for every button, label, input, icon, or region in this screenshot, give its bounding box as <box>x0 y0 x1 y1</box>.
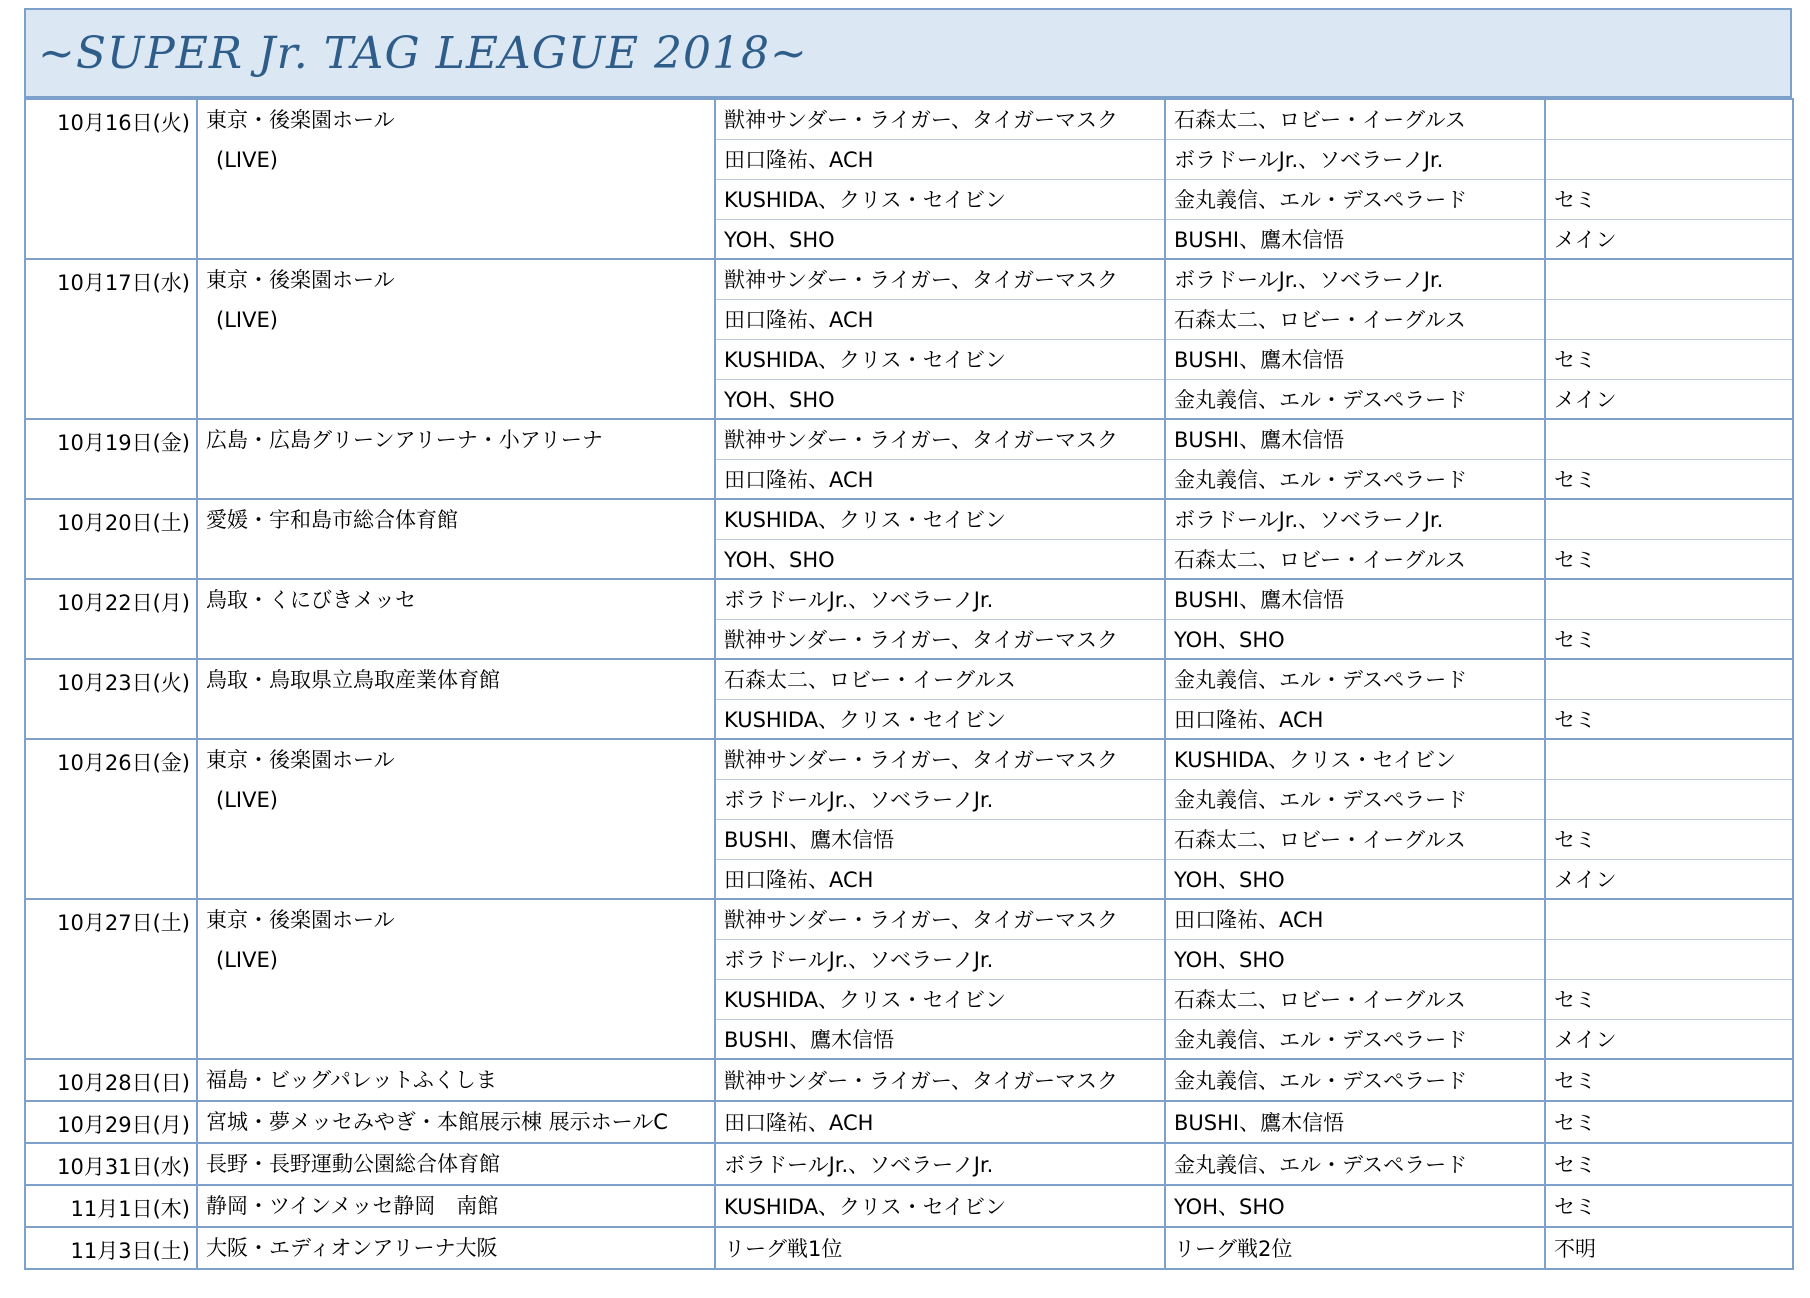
team-a: ボラドールJr.、ソベラーノJr. <box>715 779 1165 819</box>
team-a: 獣神サンダー・ライガー、タイガーマスク <box>715 99 1165 139</box>
match-slot: セミ <box>1545 619 1793 659</box>
team-a: 獣神サンダー・ライガー、タイガーマスク <box>715 739 1165 779</box>
team-b: 石森太二、ロビー・イーグルス <box>1165 979 1545 1019</box>
event-venue <box>197 1227 715 1269</box>
table-row <box>25 659 1793 699</box>
venue-note: (LIVE) <box>216 788 278 812</box>
match-slot: メイン <box>1545 859 1793 899</box>
venue-name: 静岡・ツインメッセ静岡 南館 <box>206 1194 499 1218</box>
match-slot: セミ <box>1545 539 1793 579</box>
team-b: 金丸義信、エル・デスペラード <box>1165 379 1545 419</box>
event-venue <box>197 739 715 899</box>
team-b: 石森太二、ロビー・イーグルス <box>1165 299 1545 339</box>
team-b: BUSHI、鷹木信悟 <box>1165 1101 1545 1143</box>
venue-name: 大阪・エディオンアリーナ大阪 <box>206 1236 498 1260</box>
table-row <box>25 1185 1793 1227</box>
event-venue <box>197 579 715 659</box>
team-a: 田口隆祐、ACH <box>715 299 1165 339</box>
event-date: 10月19日(金) <box>25 419 197 499</box>
event-date: 10月27日(土) <box>25 899 197 1059</box>
event-venue <box>197 1059 715 1101</box>
event-venue <box>197 259 715 419</box>
table-row <box>25 259 1793 299</box>
team-b: KUSHIDA、クリス・セイビン <box>1165 739 1545 779</box>
schedule-sheet <box>24 8 1792 1270</box>
match-slot <box>1545 139 1793 179</box>
match-slot <box>1545 899 1793 939</box>
team-b: 金丸義信、エル・デスペラード <box>1165 779 1545 819</box>
team-a: KUSHIDA、クリス・セイビン <box>715 1185 1165 1227</box>
team-b: ボラドールJr.、ソベラーノJr. <box>1165 259 1545 299</box>
schedule-body <box>25 99 1793 1269</box>
team-b: BUSHI、鷹木信悟 <box>1165 419 1545 459</box>
team-b: 田口隆祐、ACH <box>1165 899 1545 939</box>
match-slot: セミ <box>1545 1185 1793 1227</box>
team-b: YOH、SHO <box>1165 939 1545 979</box>
venue-name: 長野・長野運動公園総合体育館 <box>206 1152 500 1176</box>
team-b: ボラドールJr.、ソベラーノJr. <box>1165 499 1545 539</box>
event-venue <box>197 1101 715 1143</box>
team-b: YOH、SHO <box>1165 619 1545 659</box>
event-date: 11月3日(土) <box>25 1227 197 1269</box>
venue-name: 東京・後楽園ホール <box>206 748 395 772</box>
table-row <box>25 579 1793 619</box>
match-slot: セミ <box>1545 1143 1793 1185</box>
venue-name: 東京・後楽園ホール <box>206 108 395 132</box>
team-a: 獣神サンダー・ライガー、タイガーマスク <box>715 619 1165 659</box>
event-venue <box>197 899 715 1059</box>
team-b: 金丸義信、エル・デスペラード <box>1165 179 1545 219</box>
team-b: 金丸義信、エル・デスペラード <box>1165 1019 1545 1059</box>
team-a: KUSHIDA、クリス・セイビン <box>715 339 1165 379</box>
venue-note: (LIVE) <box>216 948 278 972</box>
team-a: KUSHIDA、クリス・セイビン <box>715 499 1165 539</box>
team-a: ボラドールJr.、ソベラーノJr. <box>715 1143 1165 1185</box>
team-a: ボラドールJr.、ソベラーノJr. <box>715 579 1165 619</box>
event-date: 10月16日(火) <box>25 99 197 259</box>
table-row <box>25 419 1793 459</box>
table-row <box>25 1143 1793 1185</box>
table-row <box>25 1227 1793 1269</box>
match-slot: メイン <box>1545 379 1793 419</box>
team-a: BUSHI、鷹木信悟 <box>715 819 1165 859</box>
match-slot <box>1545 659 1793 699</box>
team-a: YOH、SHO <box>715 379 1165 419</box>
venue-name: 東京・後楽園ホール <box>206 268 395 292</box>
team-b: 金丸義信、エル・デスペラード <box>1165 1143 1545 1185</box>
event-date: 10月29日(月) <box>25 1101 197 1143</box>
table-row <box>25 899 1793 939</box>
team-a: KUSHIDA、クリス・セイビン <box>715 179 1165 219</box>
event-venue <box>197 499 715 579</box>
event-date: 10月22日(月) <box>25 579 197 659</box>
team-a: YOH、SHO <box>715 219 1165 259</box>
event-date: 10月23日(火) <box>25 659 197 739</box>
match-slot <box>1545 579 1793 619</box>
team-b: YOH、SHO <box>1165 859 1545 899</box>
match-slot <box>1545 259 1793 299</box>
team-a: 田口隆祐、ACH <box>715 859 1165 899</box>
table-row <box>25 1059 1793 1101</box>
event-venue <box>197 1185 715 1227</box>
event-venue <box>197 419 715 499</box>
match-slot: メイン <box>1545 219 1793 259</box>
table-row <box>25 739 1793 779</box>
match-slot: セミ <box>1545 459 1793 499</box>
match-slot <box>1545 499 1793 539</box>
match-slot: セミ <box>1545 699 1793 739</box>
venue-note: (LIVE) <box>216 308 278 332</box>
table-row <box>25 99 1793 139</box>
match-slot: セミ <box>1545 1101 1793 1143</box>
team-b: BUSHI、鷹木信悟 <box>1165 579 1545 619</box>
team-b: 金丸義信、エル・デスペラード <box>1165 659 1545 699</box>
match-slot <box>1545 419 1793 459</box>
venue-name: 広島・広島グリーンアリーナ・小アリーナ <box>206 428 603 452</box>
match-slot: セミ <box>1545 1059 1793 1101</box>
event-venue <box>197 659 715 739</box>
team-b: 石森太二、ロビー・イーグルス <box>1165 819 1545 859</box>
match-slot <box>1545 299 1793 339</box>
event-date: 10月26日(金) <box>25 739 197 899</box>
venue-name: 愛媛・宇和島市総合体育館 <box>206 508 458 532</box>
venue-name: 鳥取・鳥取県立鳥取産業体育館 <box>206 668 500 692</box>
match-slot: セミ <box>1545 179 1793 219</box>
match-slot <box>1545 99 1793 139</box>
title-bar <box>24 8 1792 98</box>
team-b: ボラドールJr.、ソベラーノJr. <box>1165 139 1545 179</box>
team-b: リーグ戦2位 <box>1165 1227 1545 1269</box>
team-a: 田口隆祐、ACH <box>715 1101 1165 1143</box>
team-b: 石森太二、ロビー・イーグルス <box>1165 99 1545 139</box>
team-b: 金丸義信、エル・デスペラード <box>1165 459 1545 499</box>
match-slot <box>1545 739 1793 779</box>
team-a: 獣神サンダー・ライガー、タイガーマスク <box>715 259 1165 299</box>
team-b: 金丸義信、エル・デスペラード <box>1165 1059 1545 1101</box>
team-a: YOH、SHO <box>715 539 1165 579</box>
match-slot: セミ <box>1545 819 1793 859</box>
team-b: BUSHI、鷹木信悟 <box>1165 339 1545 379</box>
venue-note: (LIVE) <box>216 148 278 172</box>
match-slot <box>1545 779 1793 819</box>
team-a: 田口隆祐、ACH <box>715 459 1165 499</box>
event-venue <box>197 99 715 259</box>
event-date: 11月1日(木) <box>25 1185 197 1227</box>
match-slot: 不明 <box>1545 1227 1793 1269</box>
schedule-table <box>24 98 1794 1270</box>
event-date: 10月17日(水) <box>25 259 197 419</box>
team-a: リーグ戦1位 <box>715 1227 1165 1269</box>
team-a: 獣神サンダー・ライガー、タイガーマスク <box>715 419 1165 459</box>
table-row <box>25 1101 1793 1143</box>
team-a: 獣神サンダー・ライガー、タイガーマスク <box>715 1059 1165 1101</box>
team-a: 石森太二、ロビー・イーグルス <box>715 659 1165 699</box>
team-a: 田口隆祐、ACH <box>715 139 1165 179</box>
event-venue <box>197 1143 715 1185</box>
match-slot: セミ <box>1545 339 1793 379</box>
team-a: KUSHIDA、クリス・セイビン <box>715 979 1165 1019</box>
team-a: ボラドールJr.、ソベラーノJr. <box>715 939 1165 979</box>
page-title: ~SUPER Jr. TAG LEAGUE 2018~ <box>38 27 808 79</box>
team-a: BUSHI、鷹木信悟 <box>715 1019 1165 1059</box>
match-slot: メイン <box>1545 1019 1793 1059</box>
event-date: 10月28日(日) <box>25 1059 197 1101</box>
venue-name: 鳥取・くにびきメッセ <box>206 588 416 612</box>
team-a: 獣神サンダー・ライガー、タイガーマスク <box>715 899 1165 939</box>
event-date: 10月31日(水) <box>25 1143 197 1185</box>
team-b: BUSHI、鷹木信悟 <box>1165 219 1545 259</box>
team-b: YOH、SHO <box>1165 1185 1545 1227</box>
team-b: 田口隆祐、ACH <box>1165 699 1545 739</box>
event-date: 10月20日(土) <box>25 499 197 579</box>
match-slot: セミ <box>1545 979 1793 1019</box>
table-row <box>25 499 1793 539</box>
venue-name: 福島・ビッグパレットふくしま <box>206 1068 497 1092</box>
venue-name: 東京・後楽園ホール <box>206 908 395 932</box>
match-slot <box>1545 939 1793 979</box>
team-a: KUSHIDA、クリス・セイビン <box>715 699 1165 739</box>
team-b: 石森太二、ロビー・イーグルス <box>1165 539 1545 579</box>
venue-name: 宮城・夢メッセみやぎ・本館展示棟 展示ホールC <box>206 1110 668 1134</box>
